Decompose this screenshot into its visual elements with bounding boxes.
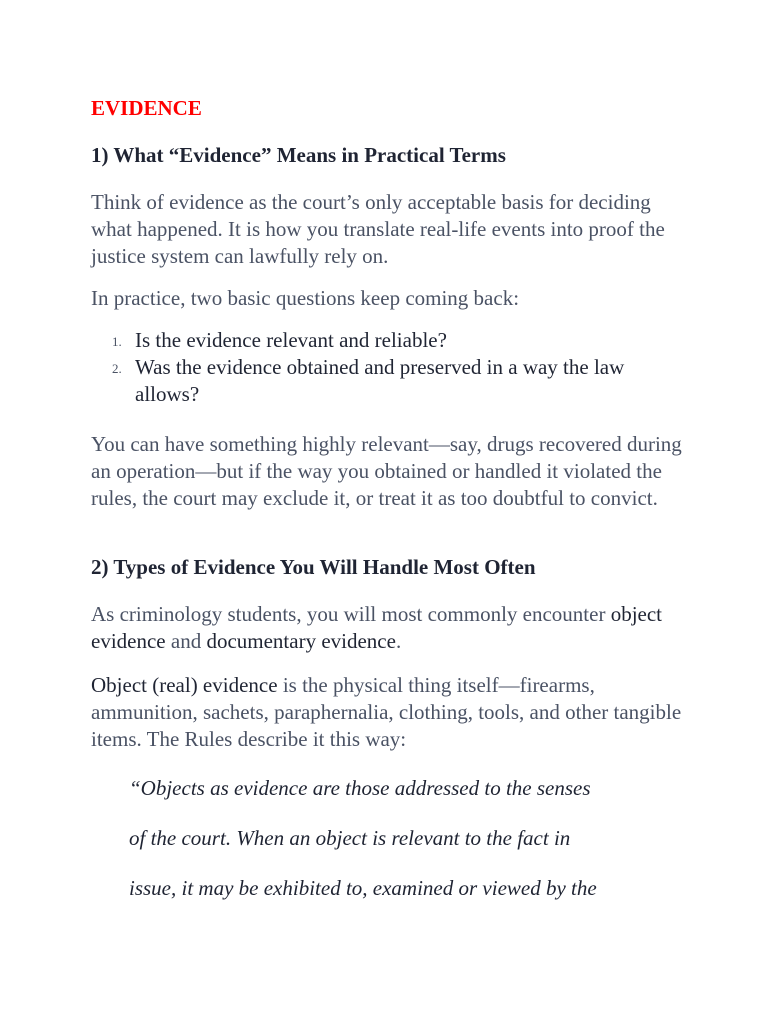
list-item-number: 1. (112, 334, 122, 349)
term-documentary-evidence: documentary evidence (206, 629, 396, 653)
list-item (91, 354, 691, 408)
list-item-text: Is the evidence relevant and reliable? (135, 328, 447, 352)
list-item (91, 327, 691, 354)
document-title: EVIDENCE (91, 96, 202, 120)
term-object-real-evidence: Object (real) evidence (91, 673, 278, 697)
questions-list (91, 327, 691, 408)
quote-line: “Objects as evidence are those addressed to the senses (129, 776, 591, 800)
section-1-paragraph-3: You can have something highly relevant—say, drugs recovered during an operation—but if the way you obtained or handled it violated the rules, the court may exclude it, or treat it as too doubtful to convict. (91, 432, 682, 510)
section-2-paragraph-2 (91, 672, 691, 753)
section-1-heading: 1) What “Evidence” Means in Practical Terms (91, 143, 506, 167)
para-text: is the physical thing itself—firearms, ammunition, sachets, paraphernalia, clothing, tools, and other tangible items. The Rules describe it this way: (91, 673, 682, 751)
para-text: . (395, 629, 402, 653)
para-text: and (165, 629, 207, 653)
section-2-paragraph-1 (91, 601, 691, 655)
term-object-evidence: object evidence (91, 602, 663, 653)
section-2-heading: 2) Types of Evidence You Will Handle Most Often (91, 555, 536, 579)
list-item-number: 2. (112, 361, 122, 376)
para-text: As criminology students, you will most commonly encounter (91, 602, 611, 626)
section-1-paragraph-2: In practice, two basic questions keep coming back: (91, 286, 520, 310)
section-1-paragraph-1: Think of evidence as the court’s only acceptable basis for deciding what happened. It is how you translate real-life events into proof the justice system can lawfully rely on. (91, 190, 665, 268)
quote-line: of the court. When an object is relevant to the fact in (129, 826, 571, 850)
quote-line: issue, it may be exhibited to, examined or viewed by the (129, 876, 597, 900)
list-item-text: Was the evidence obtained and preserved in a way the law allows? (135, 355, 625, 406)
